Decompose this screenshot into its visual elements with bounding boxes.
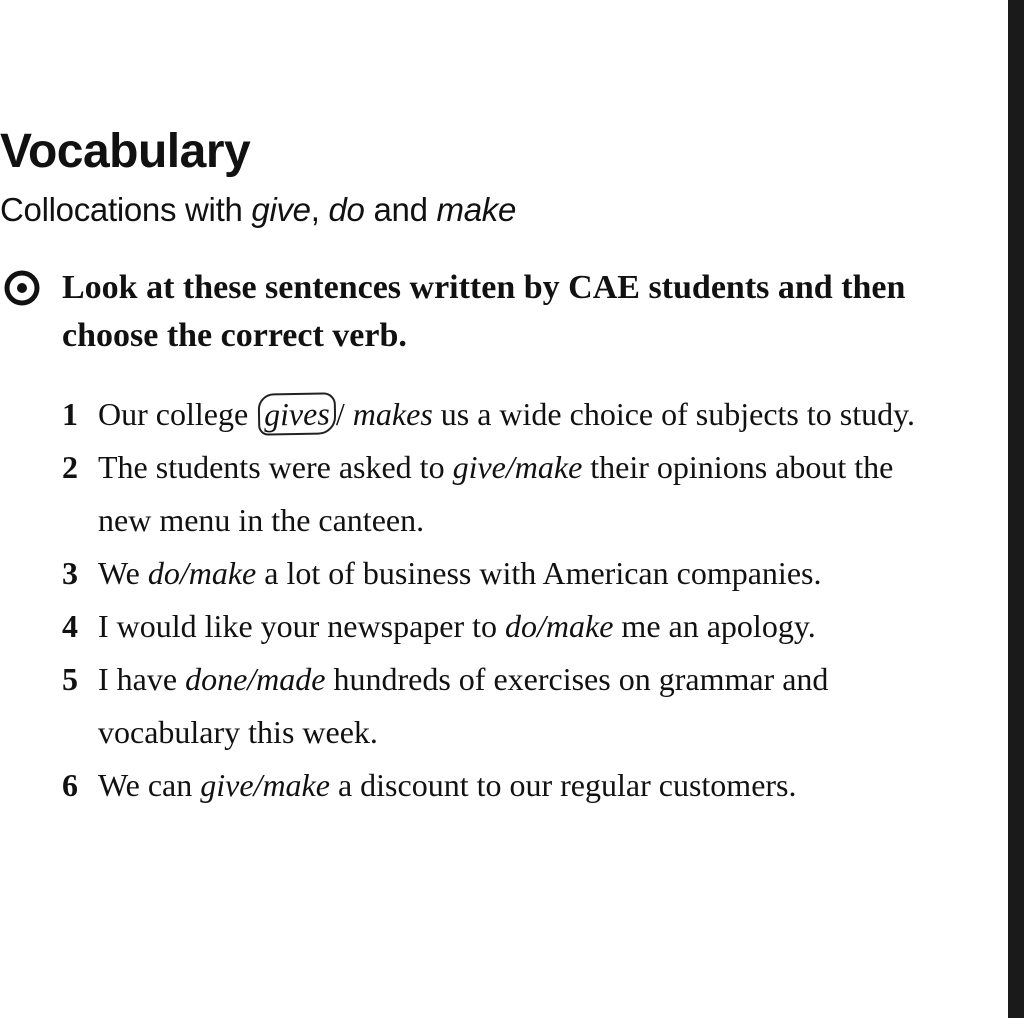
item-text [98,555,821,591]
exercise-item [62,388,942,441]
item-text [98,449,893,538]
item-text [98,608,816,644]
exercise-item [62,653,942,759]
right-edge-border [1008,0,1024,1018]
item-text [98,396,915,432]
choice-options: give/make [200,767,330,803]
item-number: 2 [62,449,78,485]
item-number: 1 [62,396,78,432]
item-text-after: a lot of business with American companies. [256,555,822,591]
exercise-item [62,441,942,547]
item-number: 5 [62,661,78,697]
item-number: 6 [62,767,78,803]
item-text-after: their opinions about the new menu in the canteen. [98,449,894,538]
exercise-item-list [62,388,942,812]
target-circle-icon [2,268,42,308]
item-number: 3 [62,555,78,591]
item-text [98,767,797,803]
subtitle-separator: , [310,191,329,228]
page-subtitle [0,192,516,228]
subtitle-word-do: do [328,191,365,228]
exercise-instruction: Look at these sentences written by CAE students and then choose the correct verb. [62,269,906,354]
item-text-before: I would like your newspaper to [98,608,506,644]
item-number: 4 [62,608,78,644]
item-text-before: The students were asked to [98,449,453,485]
item-text-after: us a wide choice of subjects to study. [432,396,916,432]
item-text-before: I have [98,661,186,697]
circled-answer: gives [258,392,336,435]
subtitle-word-make: make [436,191,516,228]
item-text-after: hundreds of exercises on grammar and vocabulary this week. [98,661,829,750]
exercise-item [62,600,942,653]
choice-options: done/made [185,661,326,697]
item-text-before: We [98,555,148,591]
item-text-after: a discount to our regular customers. [329,767,797,803]
choice-options: do/make [147,555,257,591]
item-text [98,661,828,750]
choice-slash: / [335,396,353,432]
choice-options: give/make [452,449,583,485]
subtitle-separator: and [364,191,437,228]
choice-option: makes [352,396,433,432]
choice-options: do/make [505,608,614,644]
item-text-before: Our college [98,396,257,432]
exercise-item [62,547,942,600]
item-text-after: me an apology. [613,608,816,644]
subtitle-word-give: give [251,191,311,228]
item-text-before: We can [98,767,201,803]
exercise-item [62,759,942,812]
page-title: Vocabulary [0,125,251,178]
subtitle-prefix: Collocations with [0,191,252,228]
